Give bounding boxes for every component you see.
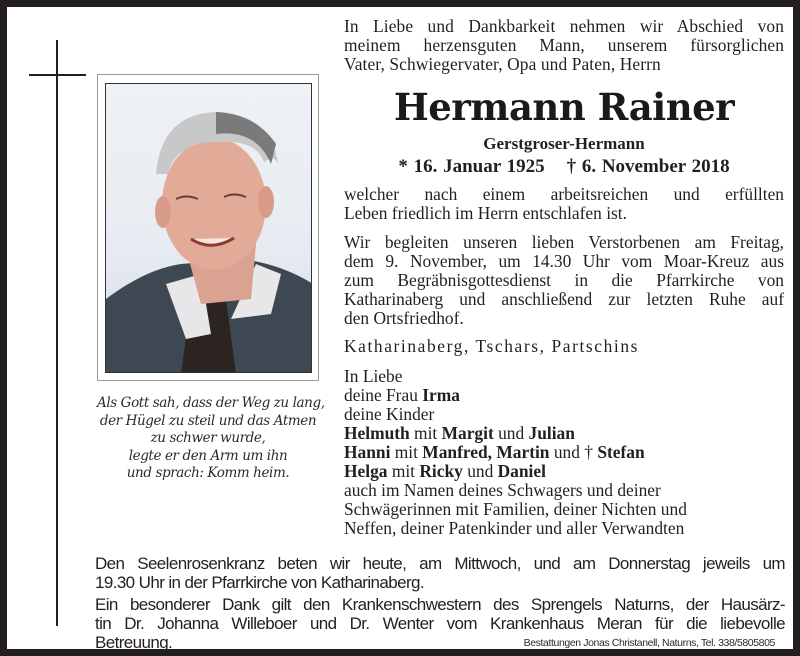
thanks-line: Betreuung. — [95, 633, 173, 652]
rosary-line: Den Seelenrosenkranz beten wir heute, am Mittwoch, und am Donnerstag jeweils um — [95, 554, 785, 573]
cross-icon — [56, 40, 58, 626]
portrait-photo — [105, 83, 312, 373]
family-row — [344, 443, 687, 462]
thanks-line: Ein besonderer Dank gilt den Krankenschwestern des Sprengels Naturns, der Hausärz- — [95, 595, 785, 614]
family-row — [344, 424, 687, 443]
thanks-line: tin Dr. Johanna Willeboer und Dr. Wenter vom Krankenhaus Meran für die liebevolle — [95, 614, 785, 633]
connector: und — [462, 461, 498, 481]
relative-name: Margit — [441, 423, 494, 443]
passing-line: Leben friedlich im Herrn entschlafen ist. — [344, 203, 627, 223]
poem-line: und sprach: Komm heim. — [126, 465, 290, 481]
life-dates — [344, 156, 784, 178]
relative-name: Ricky — [419, 461, 463, 481]
funeral-line: Wir begleiten unseren lieben Verstorbenen am Freitag, — [344, 232, 784, 252]
relative-name: Julian — [528, 423, 575, 443]
places: Katharinaberg, Tschars, Partschins — [344, 336, 639, 356]
deceased-name: Hermann Rainer — [393, 85, 735, 129]
family-list — [344, 367, 687, 538]
obituary-notice — [7, 7, 793, 652]
connector: mit — [387, 461, 420, 481]
photo-frame — [97, 74, 319, 381]
connector: und † — [549, 442, 598, 462]
rosary-text — [95, 554, 785, 592]
funeral-line: den Ortsfriedhof. — [344, 308, 464, 328]
rosary-line: 19.30 Uhr in der Pfarrkirche von Katharinaberg. — [95, 573, 424, 592]
relative-name: Manfred, Martin — [422, 442, 550, 462]
intro-text — [344, 17, 784, 74]
intro-line: Vater, Schwiegervater, Opa und Paten, Herrn — [344, 54, 661, 74]
cross-icon-bar — [29, 74, 86, 76]
poem-line: Als Gott sah, dass der Weg zu lang, — [97, 395, 325, 411]
passing-text — [344, 185, 784, 223]
children-label: deine Kinder — [344, 404, 435, 424]
poem — [97, 395, 325, 483]
relative-name: Daniel — [497, 461, 546, 481]
birth-date: * 16. Januar 1925 — [398, 156, 545, 177]
poem-line: zu schwer wurde, — [150, 430, 266, 446]
connector: mit — [390, 442, 423, 462]
intro-line: meinem herzensguten Mann, unserem fürsorglichen — [344, 35, 784, 55]
funeral-line: dem 9. November, um 14.30 Uhr vom Moar-Kreuz aus — [344, 251, 784, 271]
connector: mit — [409, 423, 442, 443]
wife-line — [344, 386, 687, 405]
nickname: Gerstgroser-Hermann — [483, 134, 645, 153]
poem-line: der Hügel zu steil und das Atmen — [99, 412, 317, 429]
also-line: Neffen, deiner Patenkinder und aller Verwandten — [344, 518, 685, 538]
funeral-text — [344, 233, 784, 328]
relative-name: Stefan — [597, 442, 645, 462]
death-date: † 6. November 2018 — [566, 156, 730, 177]
child-name: Helga — [344, 461, 388, 481]
child-name: Helmuth — [344, 423, 410, 443]
passing-line: welcher nach einem arbeitsreichen und erfüllten — [344, 184, 784, 204]
poem-line: legte er den Arm um ihn — [128, 447, 288, 464]
connector: und — [493, 423, 529, 443]
wife-prefix: deine Frau — [344, 385, 423, 405]
child-name: Hanni — [344, 442, 391, 462]
in-love-label: In Liebe — [344, 366, 403, 386]
family-row — [344, 462, 687, 481]
funeral-line: Katharinaberg und anschließend zur letzten Ruhe auf — [344, 289, 784, 309]
intro-line: In Liebe und Dankbarkeit nehmen wir Abschied von — [344, 16, 784, 36]
funeral-home-credit: Bestattungen Jonas Christanell, Naturns, Tel. 338/5805805 — [523, 637, 775, 649]
wife-name: Irma — [422, 385, 460, 405]
also-line: Schwägerinnen mit Familien, deiner Nichten und — [344, 499, 687, 519]
funeral-line: zum Begräbnisgottesdienst in die Pfarrkirche von — [344, 270, 784, 290]
also-line: auch im Namen deines Schwagers und deiner — [344, 480, 661, 500]
